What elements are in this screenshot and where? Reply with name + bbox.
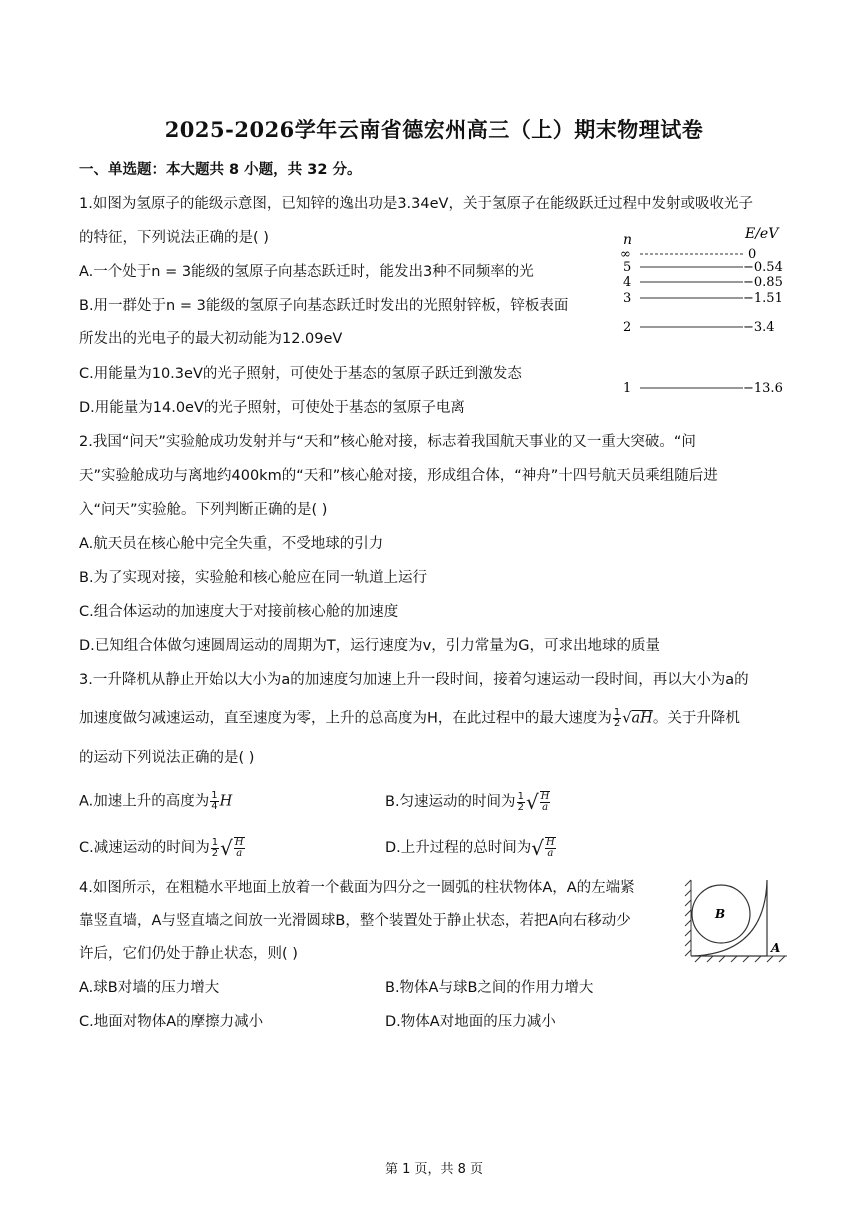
q3-stem-line2-tail: 。关于升降机 [652,710,740,727]
level-e-3: −1.51 [743,291,783,306]
level-n-5: 5 [623,260,632,275]
level-n-inf: ∞ [620,247,631,262]
level-n-4: 4 [623,275,632,290]
fraction-half-c: $\frac{1}{2}$ [211,836,219,859]
level-e-5: −0.54 [743,260,783,275]
level-e-1: −13.6 [743,381,783,396]
q2-stem-line2: 天”实验舱成功与离地约400km的“天和”核心舱对接，形成组合体，“神舟”十四号航天员乘组随后进 [79,468,718,484]
page-footer: 第 1 页，共 8 页 [384,1162,484,1177]
q1-option-b-line2: 所发出的光电子的最大初动能为12.09eV [79,331,343,347]
q4-option-c: C.地面对物体A的摩擦力减小 [79,1014,264,1030]
q3-option-d: D.上升过程的总时间为√ $\frac{H}{a}$ [385,836,555,860]
level-e-4: −0.85 [743,275,783,290]
q3-stem-line2 [79,708,740,729]
q4-stem-line2: 靠竖直墙，A与竖直墙之间放一光滑圆球B，整个装置处于静止状态，若把A向右移动少 [79,913,631,929]
level-e-2: −3.4 [743,320,775,335]
q1-stem-line2: 的特征，下列说法正确的是( ) [79,230,269,246]
q3-stem-line2-text: 加速度做匀减速运动，直至速度为零，上升的总高度为H，在此过程中的最大速度为 [79,710,612,727]
level-n-1: 1 [623,381,632,396]
q3-option-c: C.减速运动的时间为 $\frac{1}{2}$ √ $\frac{H}{a}$ [79,836,244,860]
q2-option-a: A.航天员在核心舱中完全失重，不受地球的引力 [79,536,384,552]
ball-b-label: B [715,907,726,921]
q3-option-c-text: C.减速运动的时间为 [79,840,210,856]
q3-option-d-text: D.上升过程的总时间为 [385,840,532,856]
sqrt-h-over-a-d: $\frac{H}{a}$ [546,837,555,859]
level-e-inf: 0 [748,247,757,262]
wall-hatch [685,880,691,956]
q2-stem-line1: 2.我国“问天”实验舱成功发射并与“天和”核心舱对接，标志着我国航天事业的又一重大突破。“问 [79,434,696,450]
q1-stem-line1: 1.如图为氢原子的能级示意图，已知锌的逸出功是3.34eV，关于氢原子在能级跃迁过程中发射或吸收光子 [79,196,753,212]
q3-option-a-text: A.加速上升的高度为 [79,793,210,810]
q1-option-c: C.用能量为10.3eV的光子照射，可使处于基态的氢原子跃迁到激发态 [79,366,522,382]
diagram-e-label: E/eV [745,226,779,242]
q1-option-d: D.用能量为14.0eV的光子照射，可使处于基态的氢原子电离 [79,400,465,416]
q4-stem-line3: 许后，它们仍处于静止状态，则( ) [79,946,298,962]
q4-stem-line1: 4.如图所示，在粗糙水平地面上放着一个截面为四分之一圆弧的柱状物体A，A的左端紧 [79,880,635,896]
fraction-half: $\frac{1}{2}$ [613,707,621,729]
q1-option-a: A.一个处于n = 3能级的氢原子向基态跃迁时，能发出3种不同频率的光 [79,264,534,280]
sqrt-h-over-a-c: $\frac{H}{a}$ [234,837,244,859]
q4-option-a: A.球B对墙的压力增大 [79,980,220,996]
q4-option-b: B.物体A与球B之间的作用力增大 [385,980,594,996]
section-heading: 一、单选题：本大题共 8 小题，共 32 分。 [79,162,362,178]
q4-figure [683,876,791,964]
sqrt-h-over-a: $\frac{H}{a}$ [540,791,550,813]
level-n-3: 3 [623,291,632,306]
page-title: 2025-2026学年云南省德宏州高三（上）期末物理试卷 [164,117,704,142]
q3-option-b: B.匀速运动的时间为 $\frac{1}{2}$ √ $\frac{H}{a}$ [385,790,550,814]
sqrt-aH: √aH [622,710,653,727]
q3-option-b-text: B.匀速运动的时间为 [385,794,516,810]
q2-option-c: C.组合体运动的加速度大于对接前核心舱的加速度 [79,604,399,620]
q3-option-a: A.加速上升的高度为 $\frac{1}{4}$ H [79,790,233,812]
energy-level-diagram [615,225,800,400]
q4-option-d: D.物体A对地面的压力减小 [385,1014,556,1030]
fraction-quarter: $\frac{1}{4}$ [211,790,218,812]
q3-stem-line3: 的运动下列说法正确的是( ) [79,750,255,766]
q3-stem-line1: 3.一升降机从静止开始以大小为a的加速度匀加速上升一段时间，接着匀速运动一段时间，再以大小为a的 [79,672,749,688]
q2-option-b: B.为了实现对接，实验舱和核心舱应在同一轨道上运行 [79,570,428,586]
q2-stem-line3: 入“问天”实验舱。下列判断正确的是( ) [79,502,328,518]
q2-option-d: D.已知组合体做匀速圆周运动的周期为T，运行速度为v，引力常量为G，可求出地球的质量 [79,638,660,654]
ground-hatch [691,956,787,962]
q1-option-b-line1: B.用一群处于n = 3能级的氢原子向基态跃迁时发出的光照射锌板，锌板表面 [79,298,569,314]
diagram-n-label: n [623,232,633,248]
block-a-label: A [771,941,781,955]
fraction-half-b: $\frac{1}{2}$ [517,790,524,813]
level-n-2: 2 [623,320,632,335]
